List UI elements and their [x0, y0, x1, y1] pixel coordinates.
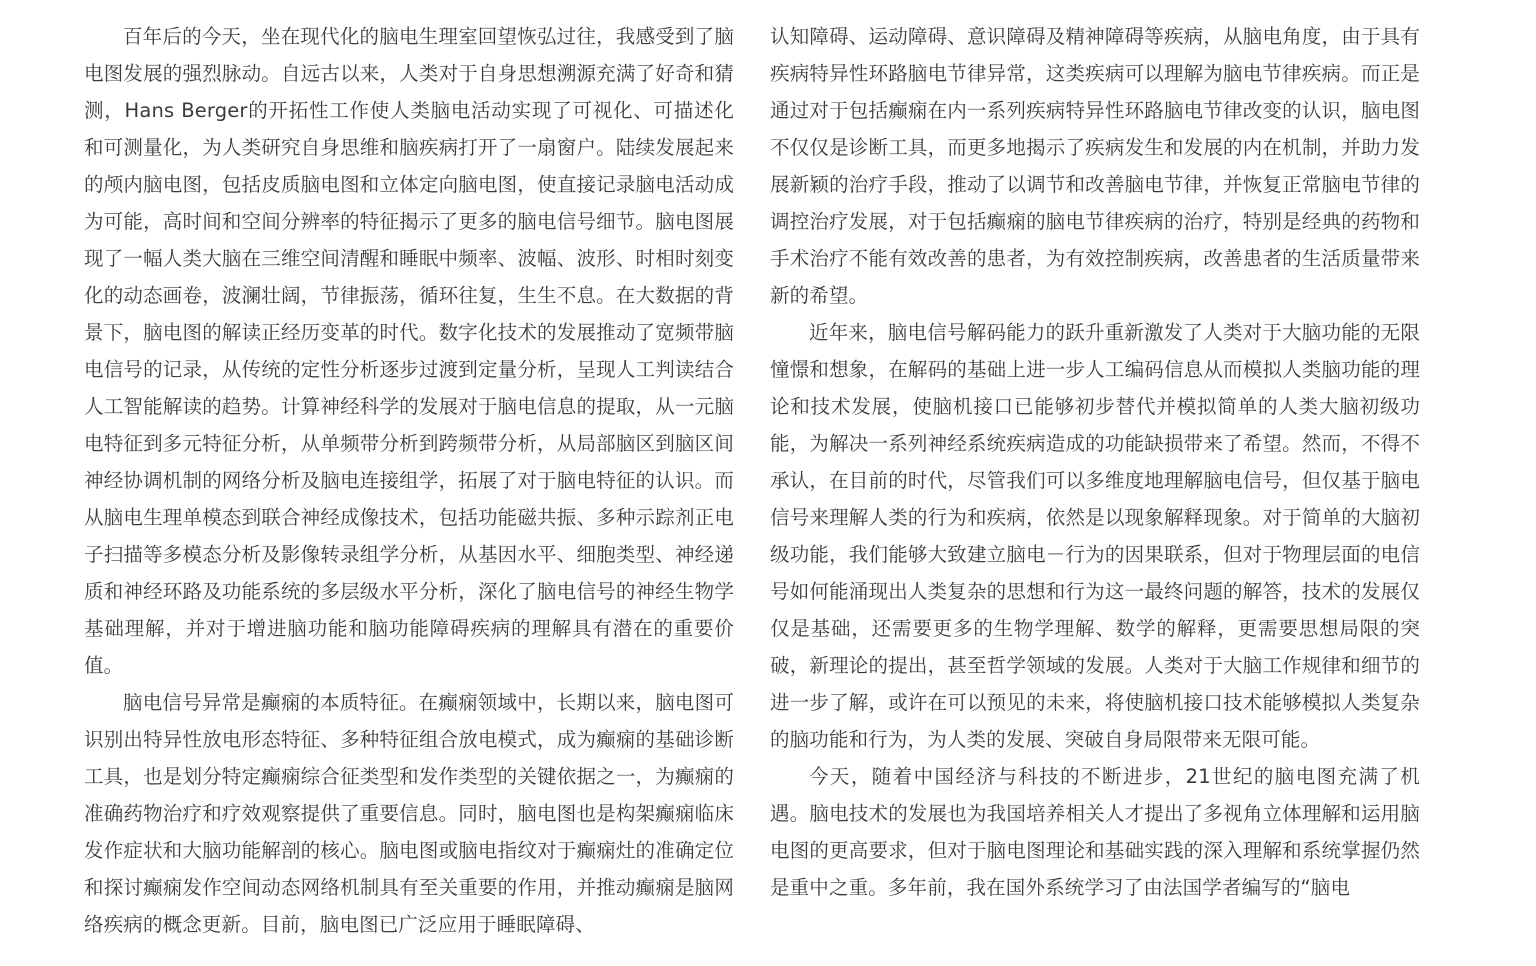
paragraph-epilepsy-eeg-continued: 认知障碍、运动障碍、意识障碍及精神障碍等疾病，从脑电角度，由于具有疾病特异性环路脑电节律异常，这类疾病可以理解为脑电节律疾病。而正是通过对于包括癫痫在内一系列疾病特异性环路脑电节律改变的认识，脑电图不仅仅是诊断工具，而更多地揭示了疾病发生和发展的内在机制，并助力发展新颖的治疗手段，推动了以调节和改善脑电节律，并恢复正常脑电节律的调控治疗发展，对于包括癫痫的脑电节律疾病的治疗，特别是经典的药物和手术治疗不能有效改善的患者，为有效控制疾病，改善患者的生活质量带来新的希望。: [770, 25, 1420, 307]
right-text-column: [770, 18, 1420, 906]
paragraph-epilepsy-eeg: 脑电信号异常是癫痫的本质特征。在癫痫领域中，长期以来，脑电图可识别出特异性放电形态特征、多种特征组合放电模式，成为癫痫的基础诊断工具，也是划分特定癫痫综合征类型和发作类型的关键依据之一，为癫痫的准确药物治疗和疗效观察提供了重要信息。同时，脑电图也是构架癫痫临床发作症状和大脑功能解剖的核心。脑电图或脑电指纹对于癫痫灶的准确定位和探讨癫痫发作空间动态网络机制具有至关重要的作用，并推动癫痫是脑网络疾病的概念更新。目前，脑电图已广泛应用于睡眠障碍、: [84, 691, 734, 936]
paragraph-eeg-in-china: 今天，随着中国经济与科技的不断进步，21世纪的脑电图充满了机遇。脑电技术的发展也为我国培养相关人才提出了多视角立体理解和运用脑电图的更高要求，但对于脑电图理论和基础实践的深入理解和系统掌握仍然是重中之重。多年前，我在国外系统学习了由法国学者编写的“脑电: [770, 765, 1420, 899]
paragraph-brain-computer-interface: 近年来，脑电信号解码能力的跃升重新激发了人类对于大脑功能的无限憧憬和想象，在解码的基础上进一步人工编码信息从而模拟人类脑功能的理论和技术发展，使脑机接口已能够初步替代并模拟简单的人类大脑初级功能，为解决一系列神经系统疾病造成的功能缺损带来了希望。然而，不得不承认，在目前的时代，尽管我们可以多维度地理解脑电信号，但仅基于脑电信号来理解人类的行为和疾病，依然是以现象解释现象。对于简单的大脑初级功能，我们能够大致建立脑电－行为的因果联系，但对于物理层面的电信号如何能涌现出人类复杂的思想和行为这一最终问题的解答，技术的发展仅仅是基础，还需要更多的生物学理解、数学的解释，更需要思想局限的突破，新理论的提出，甚至哲学领域的发展。人类对于大脑工作规律和细节的进一步了解，或许在可以预见的未来，将使脑机接口技术能够模拟人类复杂的脑功能和行为，为人类的发展、突破自身局限带来无限可能。: [770, 321, 1420, 751]
paragraph-eeg-history: 百年后的今天，坐在现代化的脑电生理室回望恢弘过往，我感受到了脑电图发展的强烈脉动。自远古以来，人类对于自身思想溯源充满了好奇和猜测，Hans Berger的开拓性工作使人类脑电活动实现了可视化、可描述化和可测量化，为人类研究自身思维和脑疾病打开了一扇窗户。陆续发展起来的颅内脑电图，包括皮质脑电图和立体定向脑电图，使直接记录脑电活动成为可能，高时间和空间分辨率的特征揭示了更多的脑电信号细节。脑电图展现了一幅人类大脑在三维空间清醒和睡眠中频率、波幅、波形、时相时刻变化的动态画卷，波澜壮阔，节律振荡，循环往复，生生不息。在大数据的背景下，脑电图的解读正经历变革的时代。数字化技术的发展推动了宽频带脑电信号的记录，从传统的定性分析逐步过渡到定量分析，呈现人工判读结合人工智能解读的趋势。计算神经科学的发展对于脑电信息的提取，从一元脑电特征到多元特征分析，从单频带分析到跨频带分析，从局部脑区到脑区间神经协调机制的网络分析及脑电连接组学，拓展了对于脑电特征的认识。而从脑电生理单模态到联合神经成像技术，包括功能磁共振、多种示踪剂正电子扫描等多模态分析及影像转录组学分析，从基因水平、细胞类型、神经递质和神经环路及功能系统的多层级水平分析，深化了脑电信号的神经生物学基础理解，并对于增进脑功能和脑功能障碍疾病的理解具有潜在的重要价值。: [84, 25, 734, 677]
left-text-column: [84, 18, 734, 943]
